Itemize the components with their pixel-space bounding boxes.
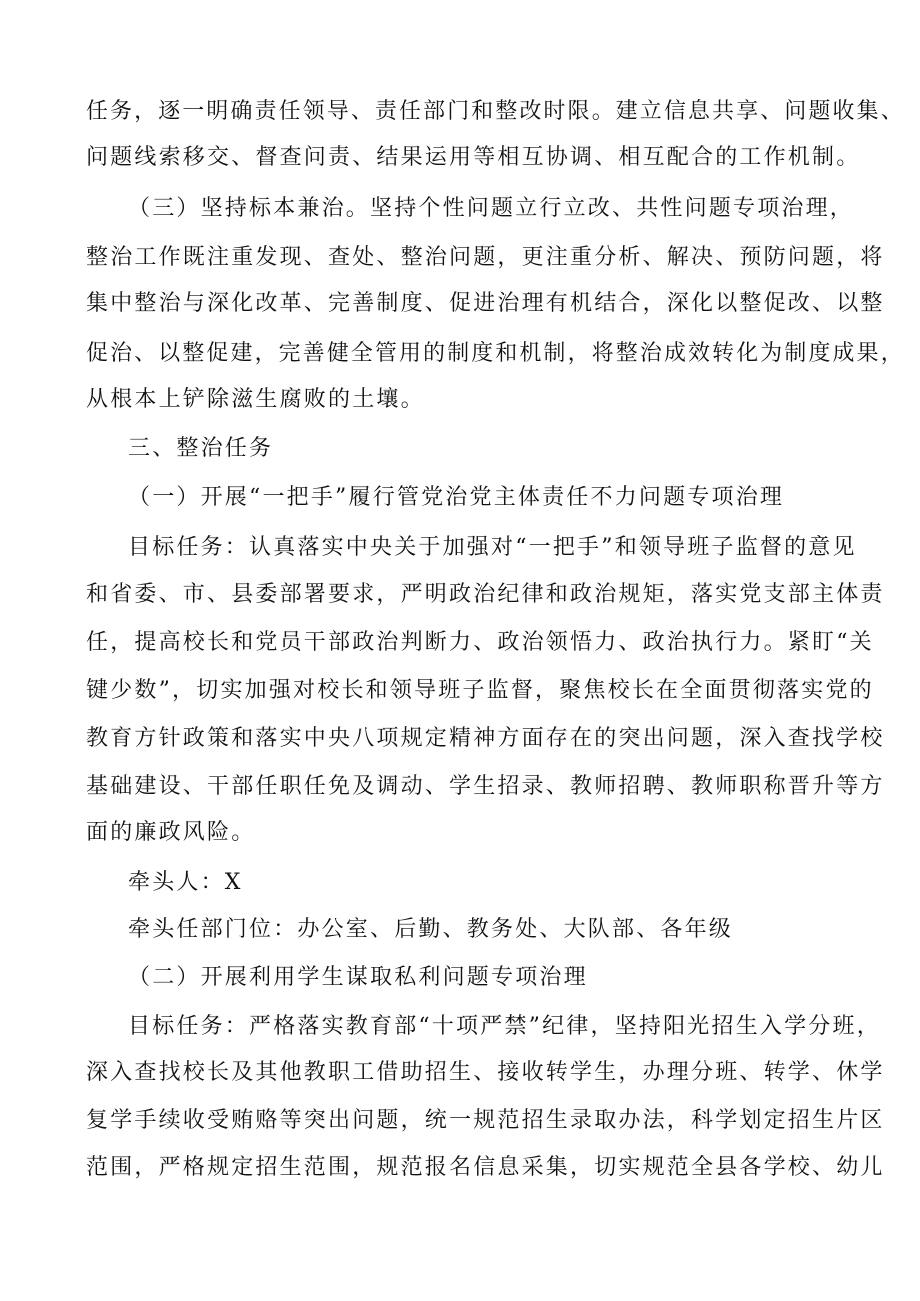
paragraph-line: 复学手续收受贿赂等突出问题，统一规范招生录取办法，科学划定招生片区 — [86, 1108, 885, 1133]
paragraph-line: 深入查找校长及其他教职工借助招生、接收转学生，办理分班、转学、休学 — [86, 1060, 885, 1085]
lead-person-line: 牵头人：X — [128, 870, 243, 895]
subsection-heading-2: （二）开展利用学生谋取私利问题专项治理 — [128, 965, 588, 990]
paragraph-line: 促治、以整促建，完善健全管用的制度和机制，将整治成效转化为制度成果， — [86, 341, 905, 366]
paragraph-line: 基础建设、干部任职任免及调动、学生招录、教师招聘、教师职称晋升等方 — [86, 774, 885, 799]
section-heading-3: （三）坚持标本兼治。坚持个性问题立行立改、共性问题专项治理， — [128, 196, 855, 221]
paragraph-line: 面的廉政风险。 — [86, 820, 256, 845]
chapter-heading: 三、整治任务 — [128, 436, 274, 461]
paragraph-line: 从根本上铲除滋生腐败的土壤。 — [86, 387, 425, 412]
paragraph-line: 任务，逐一明确责任领导、责任部门和整改时限。建立信息共享、问题收集、 — [86, 99, 905, 124]
paragraph-line: 目标任务：严格落实教育部“十项严禁”纪律，坚持阳光招生入学分班， — [128, 1014, 881, 1039]
paragraph-line: 集中整治与深化改革、完善制度、促进治理有机结合，深化以整促改、以整 — [86, 291, 885, 316]
paragraph-line: 和省委、市、县委部署要求，严明政治纪律和政治规矩，落实党支部主体责 — [86, 582, 885, 607]
paragraph-line: 教育方针政策和落实中央八项规定精神方面存在的突出问题，深入查找学校 — [86, 726, 885, 751]
paragraph-line: 整治工作既注重发现、查处、整治问题，更注重分析、解决、预防问题，将 — [86, 245, 885, 270]
lead-department-line: 牵头任部门位：办公室、后勤、教务处、大队部、各年级 — [128, 917, 734, 942]
paragraph-line: 任，提高校长和党员干部政治判断力、政治领悟力、政治执行力。紧盯“关 — [86, 630, 874, 655]
paragraph-line: 范围，严格规定招生范围，规范报名信息采集，切实规范全县各学校、幼儿 — [86, 1155, 885, 1180]
paragraph-line: 键少数”，切实加强对校长和领导班子监督，聚焦校长在全面贯彻落实党的 — [86, 678, 874, 703]
paragraph-line: 问题线索移交、督查问责、结果运用等相互协调、相互配合的工作机制。 — [86, 145, 861, 170]
paragraph-line: 目标任务：认真落实中央关于加强对“一把手”和领导班子监督的意见 — [128, 535, 857, 560]
subsection-heading-1: （一）开展“一把手”履行管党治党主体责任不力问题专项治理 — [128, 485, 785, 510]
